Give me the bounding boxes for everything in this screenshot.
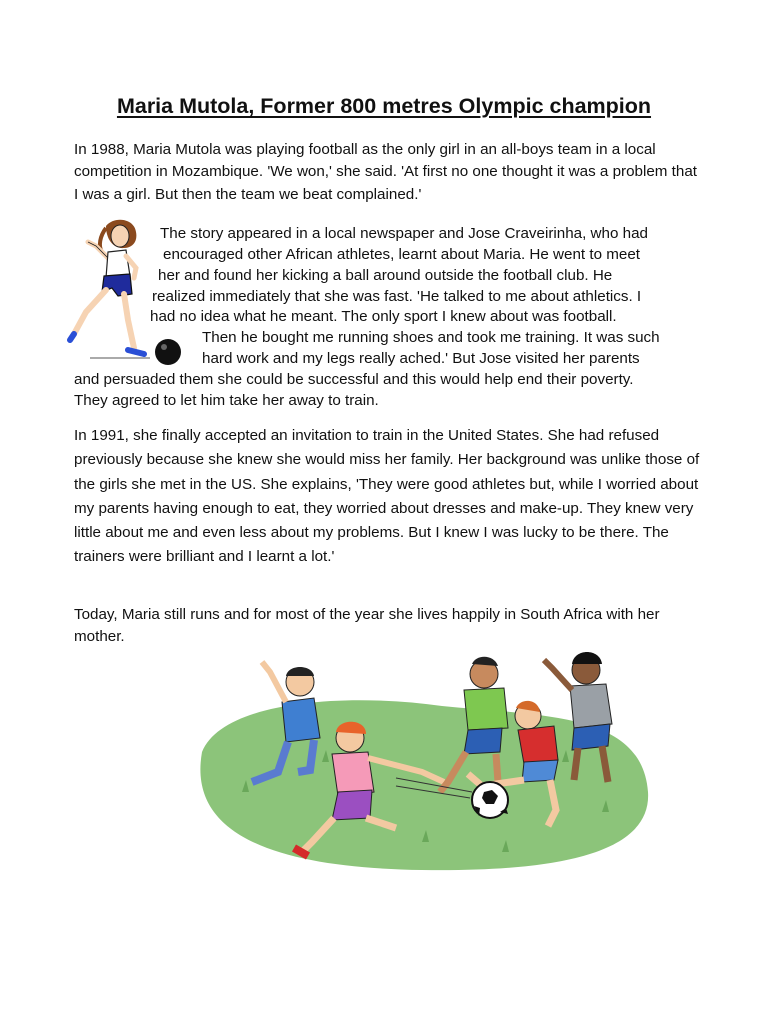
- paragraph-2-line-8: and persuaded them she could be successful and this would help end their poverty.: [74, 371, 634, 388]
- paragraph-1: In 1988, Maria Mutola was playing football as the only girl in an all-boys team in a local competition in Mozambique. 'We won,' she said. 'At first no one thought it was a problem that I was a girl. But then the team we beat complained.': [74, 141, 697, 203]
- paragraph-2-line-2: encouraged other African athletes, learnt about Maria. He went to meet: [163, 246, 640, 263]
- paragraph-2-line-9: They agreed to let him take her away to train.: [74, 392, 379, 409]
- paragraph-2-line-5: had no idea what he meant. The only sport I knew about was football.: [150, 308, 617, 325]
- paragraph-2-line-3: her and found her kicking a ball around outside the football club. He: [158, 267, 613, 284]
- paragraph-2-line-7: hard work and my legs really ached.' But Jose visited her parents: [202, 350, 640, 367]
- children-playing-football-illustration: [182, 642, 656, 878]
- paragraph-2-line-6: Then he bought me running shoes and took me training. It was such: [202, 329, 660, 346]
- paragraph-4: Today, Maria still runs and for most of the year she lives happily in South Africa with her mother.: [74, 606, 660, 645]
- page-title: Maria Mutola, Former 800 metres Olympic champion: [116, 94, 652, 118]
- paragraph-3: In 1991, she finally accepted an invitation to train in the United States. She had refused previously because she knew she would miss her family. Her background was unlike those of the girls she met in the US. She explains, 'They were good athletes but, while I worried about my parents having enough to eat, they worried about dresses and make-up. They knew very little about me and even less about my problems. But I knew I was lucky to be there. The trainers were brilliant and I learnt a lot.': [74, 427, 700, 566]
- paragraph-2-line-1: The story appeared in a local newspaper and Jose Craveirinha, who had: [160, 225, 648, 242]
- paragraph-2-line-4: realized immediately that she was fast. 'He talked to me about athletics. I: [152, 288, 642, 305]
